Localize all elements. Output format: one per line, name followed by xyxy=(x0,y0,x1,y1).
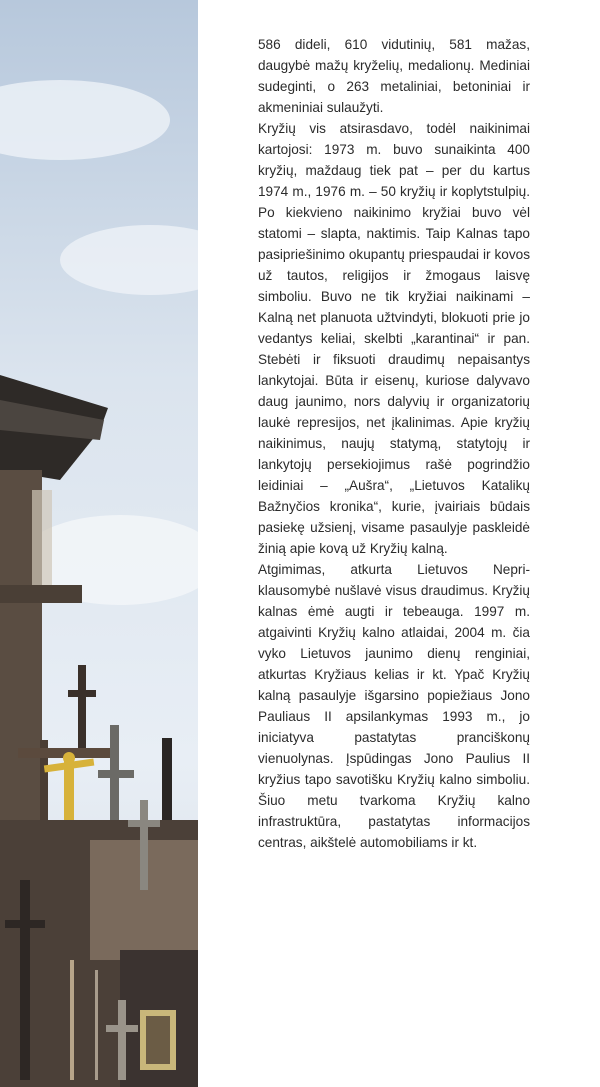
cross xyxy=(106,1025,138,1032)
icon-frame-inner xyxy=(146,1016,170,1064)
photo-illustration xyxy=(0,0,198,1087)
article-text xyxy=(258,34,530,853)
paragraph: 586 dideli, 610 vidutinių, 581 mažas, daugybė mažų kryželių, medalionų. Mediniai sudeginti, o 263 metaliniai, betoniniai ir akmeniniai sulaužyti. xyxy=(258,37,530,115)
cross xyxy=(5,920,45,928)
cross xyxy=(98,770,134,778)
cross xyxy=(140,800,148,890)
paragraph: Atgimimas, atkurta Lietuvos Nepriklausomybė nušlavė visus draudimus. Kryžių kalnas ėmė augti ir tebeauga. 1997 m. atgaivinti Kryžių kalno atlaidai, 2004 m. čia vyko Lietuvos jaunimo dienų renginiai, atkurtas Kryžiaus kelias ir kt. Ypač Kryžių kalną pasaulyje išgarsino popiežiaus Jono Pauliaus II apsilankymas 1993 m., jo iniciatyva pastatytas pranciškonų vienuolynas. Įspūdingas Jono Paulius II kryžius tapo savotišku Kryžių kalno simboliu. Šiuo metu tvarkoma Kryžių kalno infrastruktūra, pastatytas informacijos centras, aikštelė automobiliams ir kt. xyxy=(258,562,530,850)
cross xyxy=(128,820,160,827)
shrine-crossbeam xyxy=(0,585,82,603)
cross xyxy=(78,665,86,755)
cross xyxy=(68,690,96,697)
carving xyxy=(32,490,52,585)
rosary-beads xyxy=(70,960,74,1080)
hill-of-crosses-photo xyxy=(0,0,198,1087)
paragraph: Kryžių vis atsirasdavo, todėl naikinimai kartojosi: 1973 m. buvo sunaikinta 400 kryžių, maždaug tiek pat – per du kartus 1974 m., 1976 m. – 50 kryžių ir koplytstulpių. Po kiekvieno naikinimo kryžiai buvo vėl statomi – slapta, naktimis. Taip Kalnas tapo pasipriešinimo okupantų priespaudai ir kovos už tautos, religijos ir žmogaus laisvę simboliu. Buvo ne tik kryžiai naikinami – Kalną net planuota užtvindyti, blokuoti prie jo vedantys keliai, skelbti „karantinai“ ir pan. Stebėti ir fiksuoti draudimų nepaisantys lankytojai. Būta ir eisenų, kuriose dalyvavo daug jaunimo, nors dalyvių ir organizatorių laukė represijos, net įkalinimas. Apie kryžių naikinimus, naujų statymą, statytojų ir lankytojų persekiojimus rašė pogrindžio leidiniai – „Aušra“, „Lietuvos Katalikų Bažnyčios kronika“, kurie, įvairiais būdais pasiekę užsienį, visame pasaulyje paskleidė žinią apie kovą už Kryžių kalną. xyxy=(258,121,530,556)
cross xyxy=(118,1000,126,1080)
cross xyxy=(20,880,30,1080)
rosary-beads xyxy=(95,970,98,1080)
cross xyxy=(110,725,119,835)
